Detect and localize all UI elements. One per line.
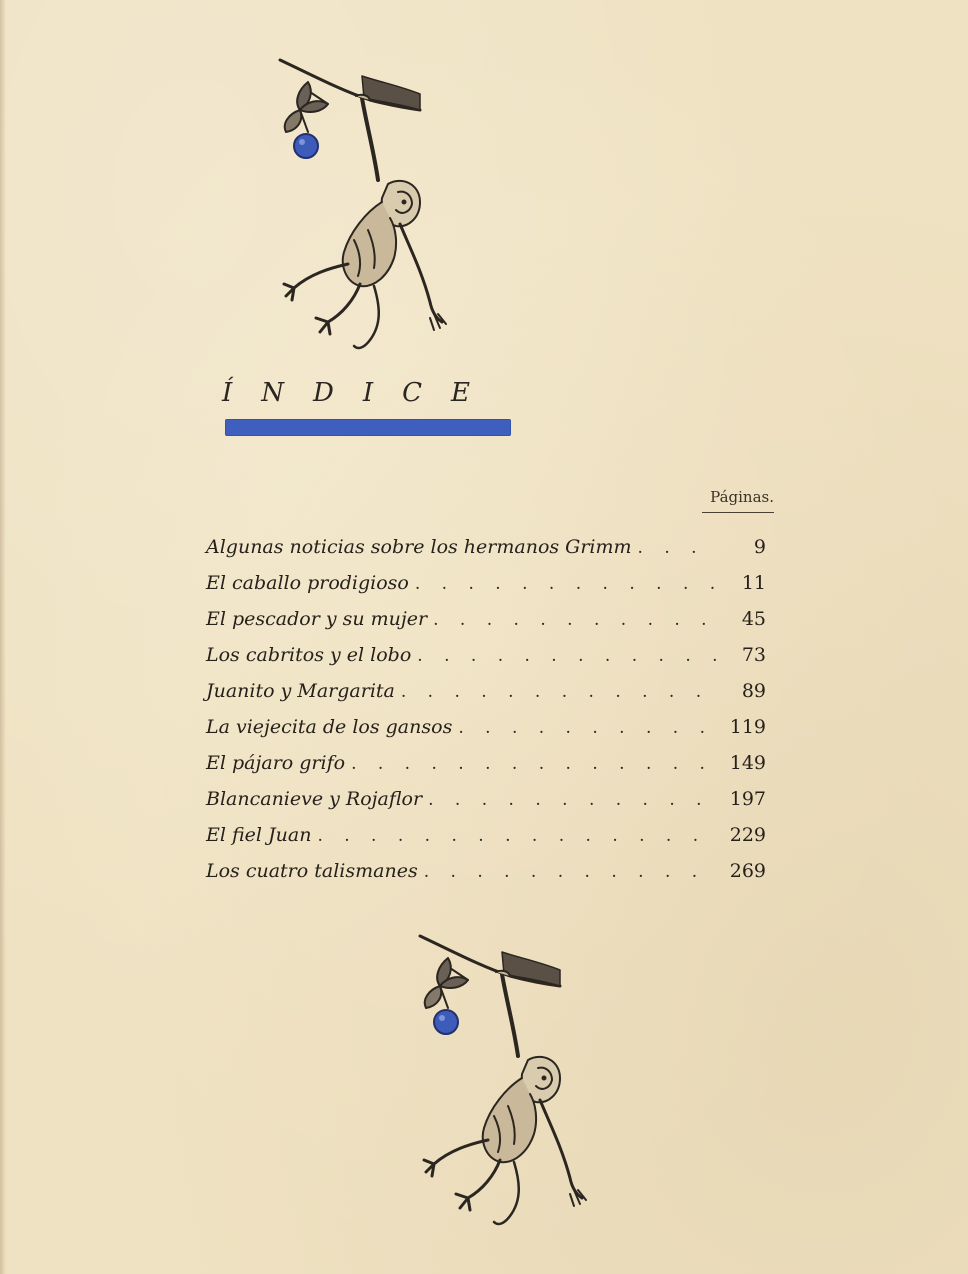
toc-entry-title: Algunas noticias sobre los hermanos Grimm	[206, 536, 632, 558]
toc-entry-page: 73	[741, 644, 766, 666]
toc-entry	[206, 788, 766, 824]
dot-leader	[411, 646, 718, 666]
toc-entry-page: 269	[729, 860, 766, 882]
toc-entry-page: 119	[729, 716, 766, 738]
toc-entry	[206, 824, 766, 860]
toc-entry-page: 149	[729, 752, 766, 774]
monkey-hanging-from-branch-icon	[270, 52, 460, 362]
dot-leader	[632, 538, 718, 558]
monkey-illustration-bottom	[410, 928, 600, 1238]
toc-entry-title: El pescador y su mujer	[206, 608, 428, 630]
toc-entry	[206, 572, 766, 608]
toc-entry	[206, 536, 766, 572]
toc-entry-page: 229	[729, 824, 766, 846]
index-title: ÍNDICE	[222, 378, 500, 408]
toc-entry-title: Blancanieve y Rojaflor	[206, 788, 423, 810]
pages-column-header: Páginas.	[702, 488, 774, 513]
toc-entry-title: El fiel Juan	[206, 824, 312, 846]
toc-entry	[206, 752, 766, 788]
toc-entry-title: El caballo prodigioso	[206, 572, 409, 594]
dot-leader	[427, 610, 718, 630]
toc-entry-page: 11	[741, 572, 766, 594]
toc-entry	[206, 644, 766, 680]
dot-leader	[311, 826, 718, 846]
toc-entry-title: Los cabritos y el lobo	[206, 644, 412, 666]
dot-leader	[418, 862, 718, 882]
toc-entry-title: El pájaro grifo	[206, 752, 346, 774]
page-edge-shadow	[0, 0, 6, 1274]
dot-leader	[422, 790, 718, 810]
toc-entry	[206, 716, 766, 752]
toc-entry-page: 89	[741, 680, 766, 702]
monkey-hanging-from-branch-icon	[410, 928, 600, 1238]
table-of-contents	[206, 536, 766, 896]
toc-entry-title: La viejecita de los gansos	[206, 716, 453, 738]
toc-entry	[206, 608, 766, 644]
monkey-illustration-top	[270, 52, 460, 362]
toc-entry-page: 197	[729, 788, 766, 810]
dot-leader	[452, 718, 718, 738]
dot-leader	[345, 754, 718, 774]
toc-entry-title: Los cuatro talismanes	[206, 860, 418, 882]
title-blue-rule	[225, 419, 511, 436]
toc-entry-title: Juanito y Margarita	[206, 680, 395, 702]
toc-entry-page: 9	[753, 536, 766, 558]
toc-entry-page: 45	[741, 608, 766, 630]
toc-entry	[206, 680, 766, 716]
toc-entry	[206, 860, 766, 896]
dot-leader	[409, 574, 718, 594]
dot-leader	[395, 682, 718, 702]
